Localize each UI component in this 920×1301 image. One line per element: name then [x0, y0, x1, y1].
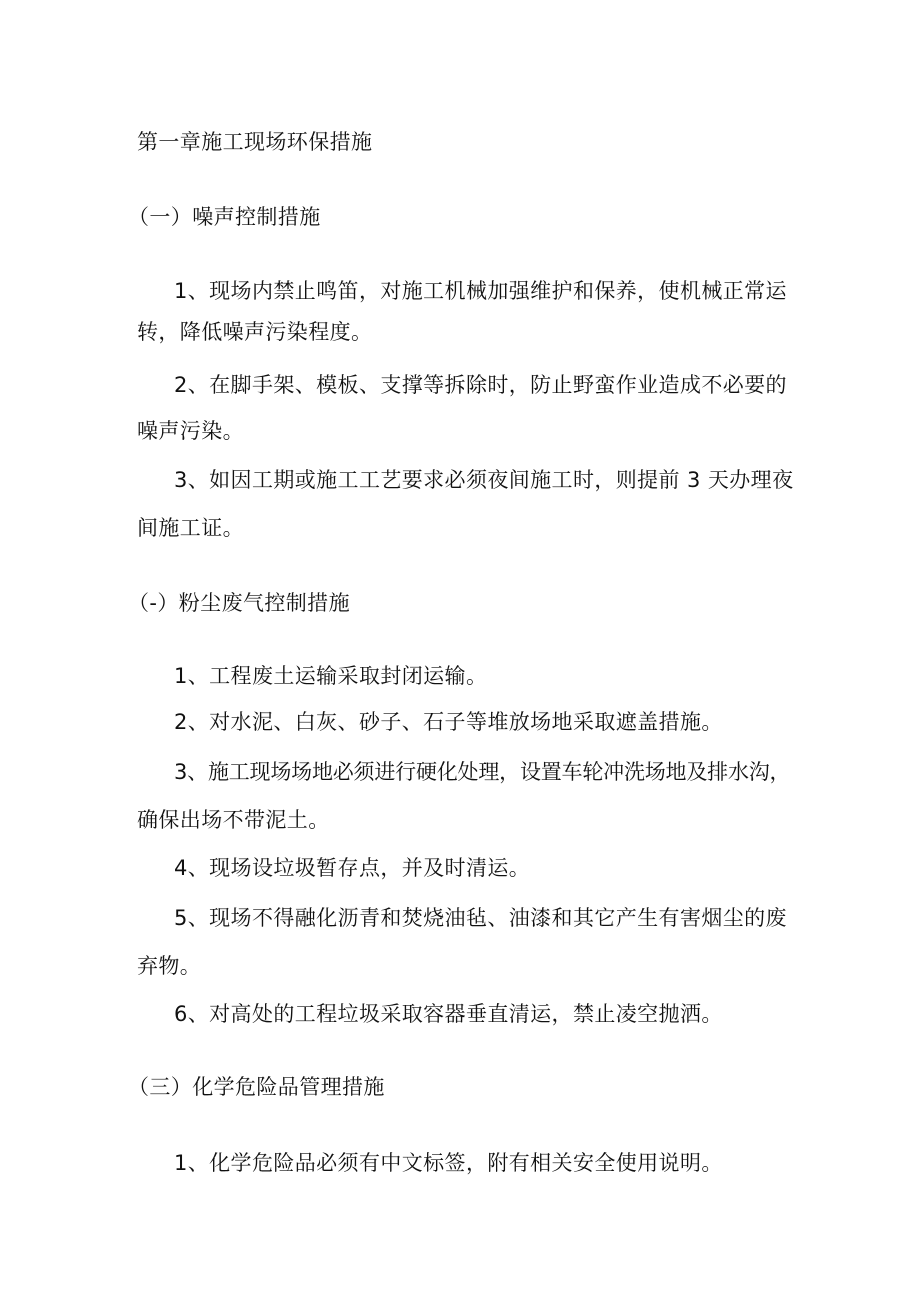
paragraph-line: 1、化学危险品必须有中文标签，附有相关安全使用说明。: [174, 1151, 723, 1175]
paragraph-line: 间施工证。: [137, 516, 244, 540]
chapter-title: 第一章施工现场环保措施: [137, 130, 373, 154]
section-heading: （三）化学危险品管理措施: [128, 1075, 385, 1099]
paragraph-line: 转，降低噪声污染程度。: [137, 320, 373, 344]
paragraph-line: 2、在脚手架、模板、支撑等拆除时，防止野蛮作业造成不必要的: [174, 373, 787, 397]
paragraph-line: 1、现场内禁止鸣笛，对施工机械加强维护和保养，使机械正常运: [174, 279, 787, 303]
section-heading: （一）噪声控制措施: [128, 205, 321, 229]
paragraph-line: 2、对水泥、白灰、砂子、石子等堆放场地采取遮盖措施。: [174, 710, 723, 734]
paragraph-line: 3、施工现场场地必须进行硬化处理，设置车轮冲洗场地及排水沟，: [174, 760, 791, 784]
paragraph-line: 1、工程废土运输采取封闭运输。: [174, 664, 488, 688]
paragraph-line: 3、如因工期或施工工艺要求必须夜间施工时，则提前 3 天办理夜: [174, 468, 794, 492]
paragraph-line: 4、现场设垃圾暂存点，并及时清运。: [174, 856, 531, 880]
paragraph-line: 噪声污染。: [137, 419, 244, 443]
paragraph-line: 5、现场不得融化沥青和焚烧油毡、油漆和其它产生有害烟尘的废: [174, 906, 787, 930]
paragraph-line: 6、对高处的工程垃圾采取容器垂直清运，禁止凌空抛洒。: [174, 1002, 723, 1026]
section-heading: （-）粉尘废气控制措施: [128, 591, 350, 615]
paragraph-line: 确保出场不带泥土。: [137, 808, 330, 832]
paragraph-line: 弃物。: [137, 954, 202, 978]
